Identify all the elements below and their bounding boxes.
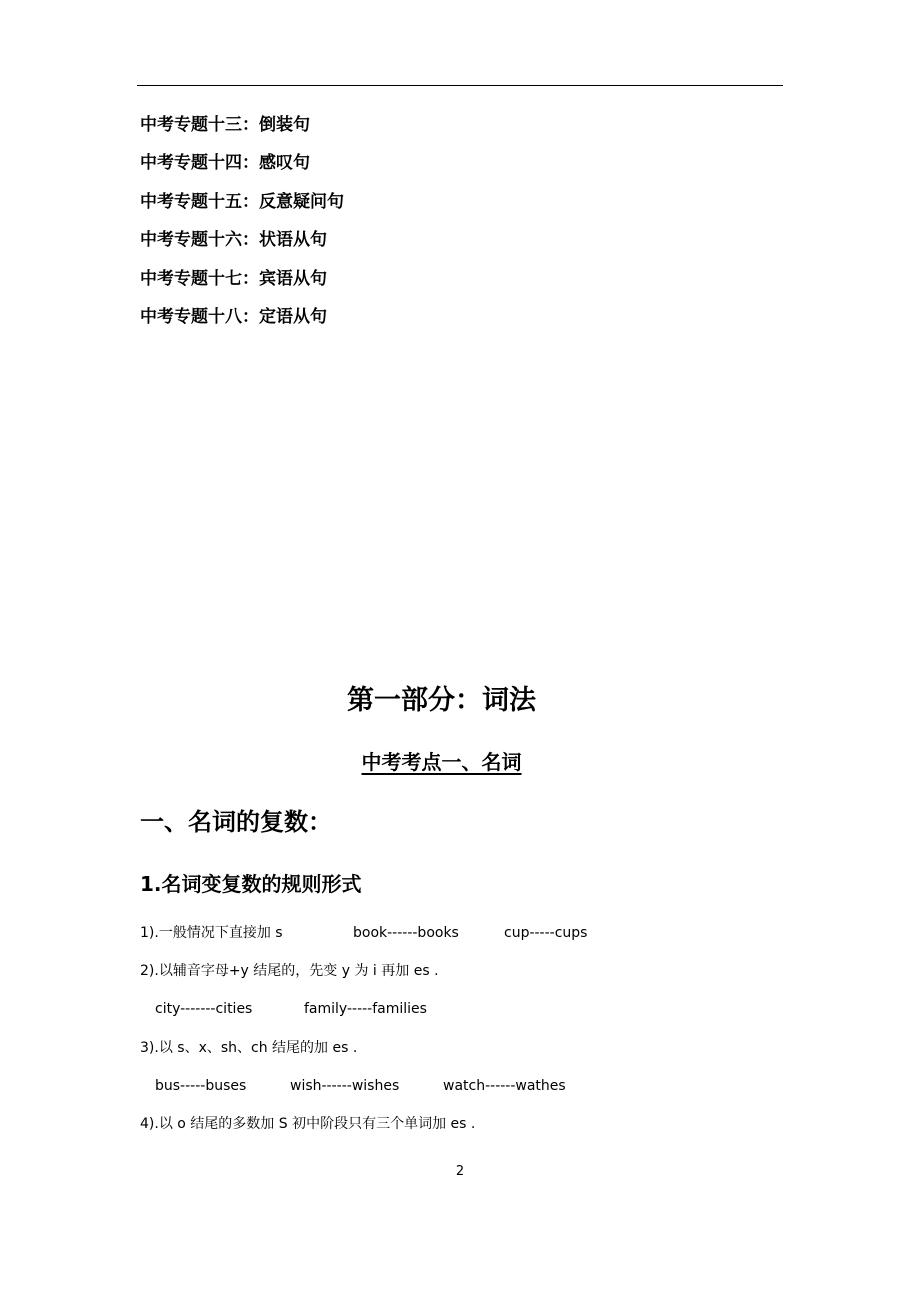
- section-heading: 一、名词的复数：: [140, 808, 332, 836]
- part-title: 第一部分：词法: [347, 685, 536, 716]
- toc-item: 中考专题十四：感叹句: [140, 153, 310, 174]
- rule-3-example-1: bus-----buses: [155, 1078, 247, 1094]
- chapter-title-text: 中考考点一、名词: [361, 750, 522, 774]
- rule-2-text: 2).以辅音字母+y 结尾的，先变 y 为 i 再加 es .: [140, 963, 439, 979]
- page-number: 2: [455, 1164, 465, 1179]
- rule-3-example-2: wish------wishes: [290, 1078, 400, 1094]
- rule-1-text: 1).一般情况下直接加 s: [140, 925, 283, 941]
- toc-item: 中考专题十八：定语从句: [140, 306, 327, 327]
- rule-3-example-3: watch------wathes: [443, 1078, 566, 1094]
- toc-list: [140, 112, 344, 342]
- rule-3-text: 3).以 s、x、sh、ch 结尾的加 es .: [140, 1040, 358, 1056]
- rule-2-example-1: city-------cities: [155, 1001, 253, 1017]
- subsection-heading: 1.名词变复数的规则形式: [140, 872, 362, 896]
- header-rule: [137, 85, 783, 86]
- toc-item: 中考专题十七：宾语从句: [140, 268, 327, 289]
- toc-item: 中考专题十六：状语从句: [140, 230, 327, 251]
- toc-item: 中考专题十五：反意疑问句: [140, 191, 344, 212]
- rule-1-example-2: cup-----cups: [504, 925, 588, 941]
- rule-4-text: 4).以 o 结尾的多数加 S 初中阶段只有三个单词加 es .: [140, 1116, 476, 1132]
- rule-1-example-1: book------books: [353, 925, 459, 941]
- rule-2-example-2: family-----families: [304, 1001, 427, 1017]
- toc-item: 中考专题十三：倒装句: [140, 115, 310, 135]
- chapter-title: [0, 746, 883, 778]
